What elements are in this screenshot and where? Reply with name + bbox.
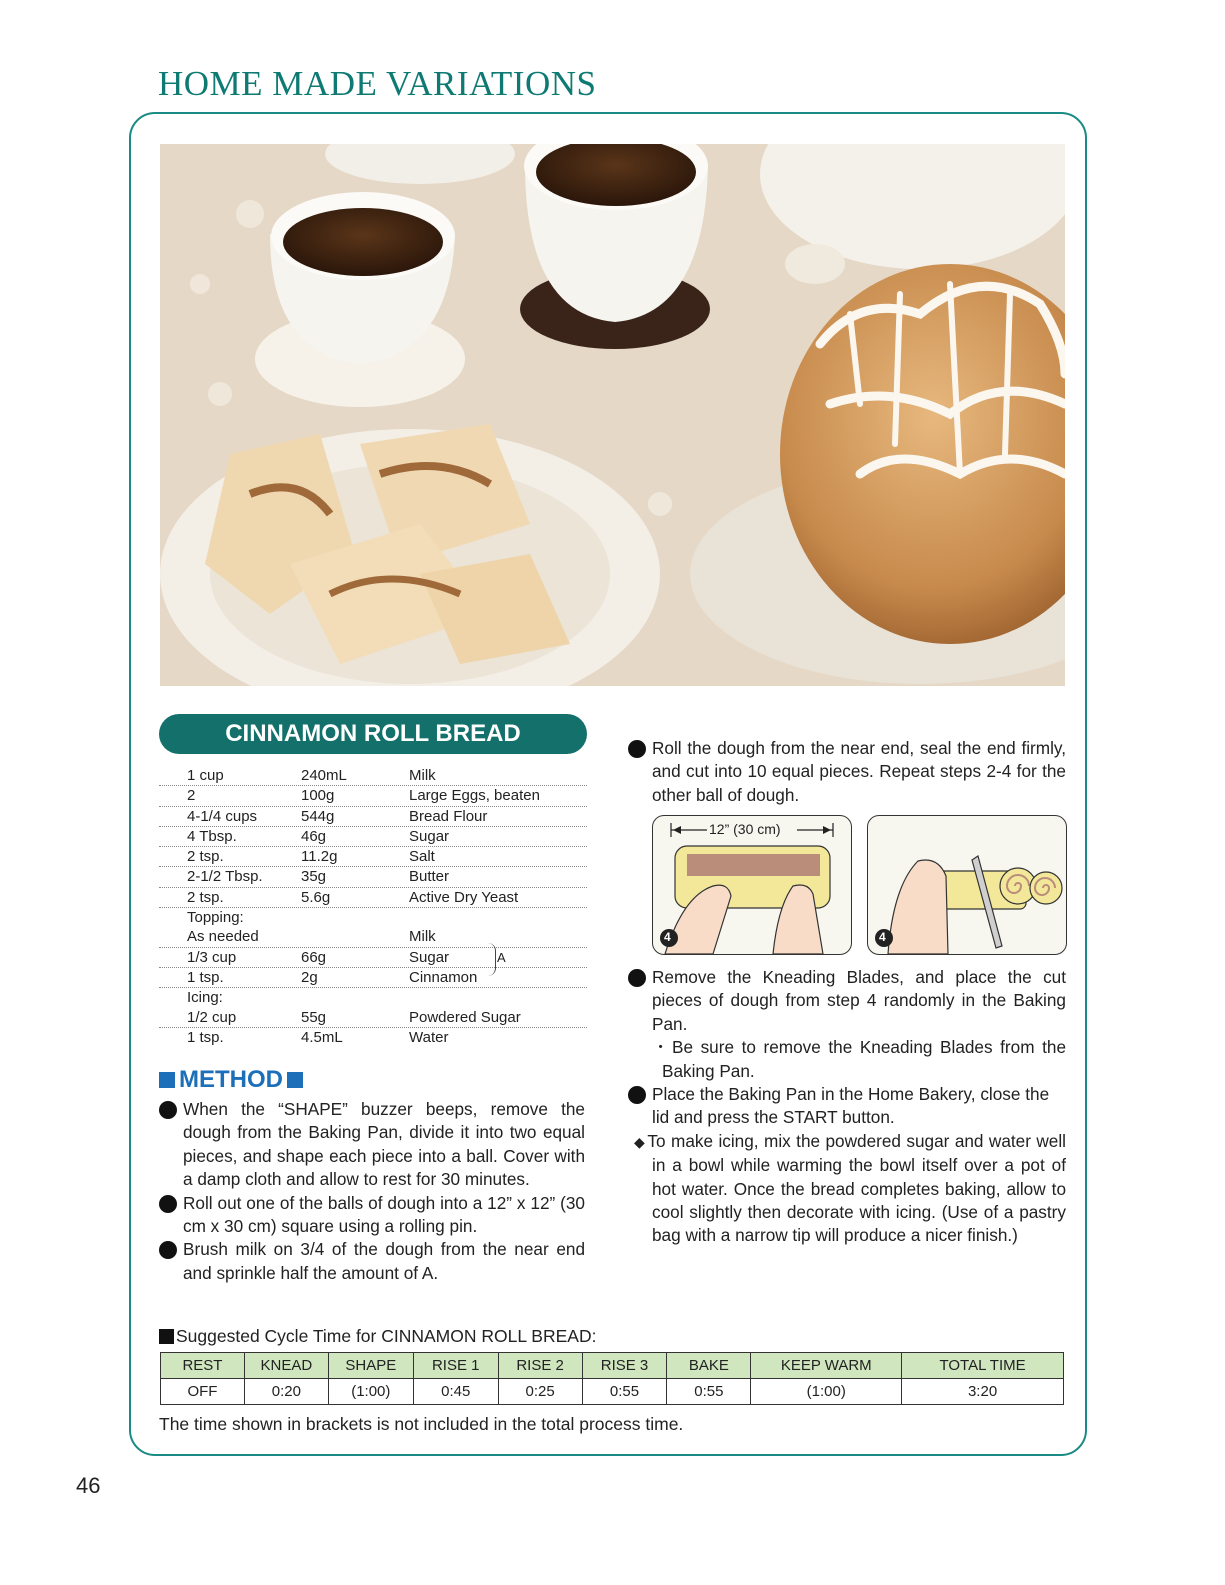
footnote: The time shown in brackets is not included in the total process time. [159,1414,684,1434]
ingredient-metric: 55g [301,1008,327,1026]
ingredient-row [159,807,587,827]
table-header-cell: RISE 2 [498,1353,582,1379]
recipe-photo [160,144,1065,686]
square-bullet-icon [159,1329,174,1344]
step-text: Remove the Kneading Blades, and place the cut pieces of dough from step 4 randomly in the Baking Pan. [652,967,1066,1034]
icing-text: To make icing, mix the powdered sugar and water well in a bowl while warming the bowl itself over a pot of hot water. Once the bread completes baking, allow to cool slightly then decorate with icing. (Use of a pastry bag with a narrow tip will produce a nicer finish.) [647,1130,1066,1246]
table-header-cell: KEEP WARM [751,1353,902,1379]
table-header-cell: RISE 1 [413,1353,498,1379]
cycle-caption [159,1326,596,1347]
step-6 [621,1083,1066,1130]
table-cell: 0:55 [582,1379,667,1405]
ingredient-list [159,766,587,1047]
step-2 [152,1192,585,1239]
cinnamon-bread-photo [160,144,1065,686]
ingredient-item: Cinnamon [409,968,478,986]
square-bullet-icon [287,1072,303,1088]
step-5 [621,966,1066,1036]
step-number-badge: 3 [159,1241,177,1259]
dimension-label: 12” (30 cm) [709,821,781,837]
table-cell: 0:20 [244,1379,328,1405]
table-cell: 0:25 [498,1379,582,1405]
ingredient-metric: 240mL [301,767,347,784]
ingredient-metric: 544g [301,807,335,825]
step-5-note: ・Be sure to remove the Kneading Blades from the Baking Pan. [652,1037,1066,1081]
ingredient-qty: 2-1/2 Tbsp. [187,868,263,886]
ingredient-qty: 1/3 cup [187,948,237,966]
ingredient-metric: 4.5mL [301,1028,343,1046]
step-text: Place the Baking Pan in the Home Bakery, close the lid and press the START button. [652,1084,1050,1128]
table-cell: (1:00) [328,1379,413,1405]
icing-note [628,1130,1066,1248]
ingredient-qty: 2 tsp. [187,888,224,906]
method-step-4 [621,737,1066,807]
ingredient-row [159,968,587,988]
ingredient-row [159,927,587,947]
ingredient-metric: 2g [301,968,318,986]
table-cell: OFF [161,1379,245,1405]
ingredient-item: Powdered Sugar [409,1008,521,1026]
ingredient-metric: 35g [301,868,327,886]
ingredient-item: Butter [409,868,450,886]
ingredient-row [159,766,587,786]
ingredient-metric: 100g [301,787,335,805]
knife-cutting-icon [868,816,1066,954]
method-heading [159,1066,303,1094]
page-number: 46 [76,1473,101,1498]
step-1 [152,1098,585,1192]
ingredient-qty: Topping: [187,909,244,927]
ingredient-row [159,988,587,1007]
ingredient-row [159,948,587,968]
ingredient-metric: 5.6g [301,888,331,906]
table-cell: 3:20 [902,1379,1064,1405]
step-number-badge: 6 [628,1086,646,1104]
table-header-row [161,1353,1064,1379]
ingredient-qty: 2 tsp. [187,848,224,866]
method-steps-right [621,966,1066,1248]
ingredient-item: Milk [409,767,436,784]
table-header-cell: RISE 3 [582,1353,667,1379]
ingredient-row [159,867,587,887]
ingredient-qty: 1 cup [187,767,224,784]
ingredient-row [159,908,587,927]
step-text: Brush milk on 3/4 of the dough from the near end and sprinkle half the amount of A. [183,1239,585,1283]
cycle-time-table [160,1352,1064,1405]
step-4 [621,737,1066,807]
step-number-badge: 1 [159,1101,177,1119]
ingredient-qty: As needed [187,928,259,946]
table-header-cell: BAKE [667,1353,751,1379]
ingredient-row [159,786,587,806]
ingredient-item: Salt [409,848,435,866]
ingredient-qty: 1/2 cup [187,1008,237,1026]
ingredient-item: Large Eggs, beaten [409,787,540,805]
step-number-badge: 4 [628,740,646,758]
step-3 [152,1238,585,1285]
table-cell: 0:55 [667,1379,751,1405]
step-text: Roll the dough from the near end, seal the end firmly, and cut into 10 equal pieces. Repeat steps 2-4 for the other ball of dough. [652,738,1066,805]
table-cell: (1:00) [751,1379,902,1405]
method-title: METHOD [179,1066,283,1093]
ingredient-row [159,1008,587,1028]
ingredient-row [159,888,587,908]
ingredient-qty: 2 [187,787,196,805]
group-brace-label: A [497,950,506,965]
ingredient-qty: 1 tsp. [187,1028,224,1046]
ingredient-metric: 11.2g [301,848,338,866]
group-brace [485,943,496,976]
ingredient-qty: 1 tsp. [187,968,224,986]
ingredient-metric: 46g [301,827,327,845]
ingredient-item: Water [409,1028,449,1046]
ingredient-item: Milk [409,928,436,946]
table-header-cell: KNEAD [244,1353,328,1379]
cycle-caption-text: Suggested Cycle Time for CINNAMON ROLL BREAD: [176,1326,597,1346]
table-header-cell: SHAPE [328,1353,413,1379]
illustration-badge: 4 [664,930,671,944]
ingredient-metric: 66g [301,948,327,966]
ingredient-item: Active Dry Yeast [409,888,519,906]
table-header-cell: REST [161,1353,245,1379]
square-bullet-icon [159,1072,175,1088]
ingredient-item: Sugar [409,948,450,966]
ingredient-item: Bread Flour [409,807,488,825]
step-number-badge: 2 [159,1195,177,1213]
page-title: HOME MADE VARIATIONS [158,64,597,103]
diamond-bullet-icon: ◆ [634,1133,646,1150]
step-text: Roll out one of the balls of dough into a 12” x 12” (30 cm x 30 cm) square using a rolling pin. [183,1192,585,1237]
method-steps-left [152,1098,585,1285]
step-text: When the “SHAPE” buzzer beeps, remove the dough from the Baking Pan, divide it into two equal pieces, and shape each piece into a ball. Cover with a damp cloth and allow to rest for 30 minutes. [183,1099,585,1190]
ingredient-qty: 4 Tbsp. [187,827,237,845]
table-row [161,1379,1064,1405]
illustration-badge: 4 [879,930,886,944]
step-number-badge: 5 [628,969,646,987]
ingredient-qty: Icing: [187,989,223,1007]
ingredient-row [159,847,587,867]
ingredient-qty: 4-1/4 cups [187,807,258,825]
ingredient-row [159,827,587,847]
rolling-dough-illustration [652,815,852,955]
ingredient-row [159,1028,587,1047]
ingredient-item: Sugar [409,827,450,845]
table-header-cell: TOTAL TIME [902,1353,1064,1379]
cutting-roll-illustration [867,815,1067,955]
recipe-title: CINNAMON ROLL BREAD [159,714,587,754]
table-cell: 0:45 [413,1379,498,1405]
